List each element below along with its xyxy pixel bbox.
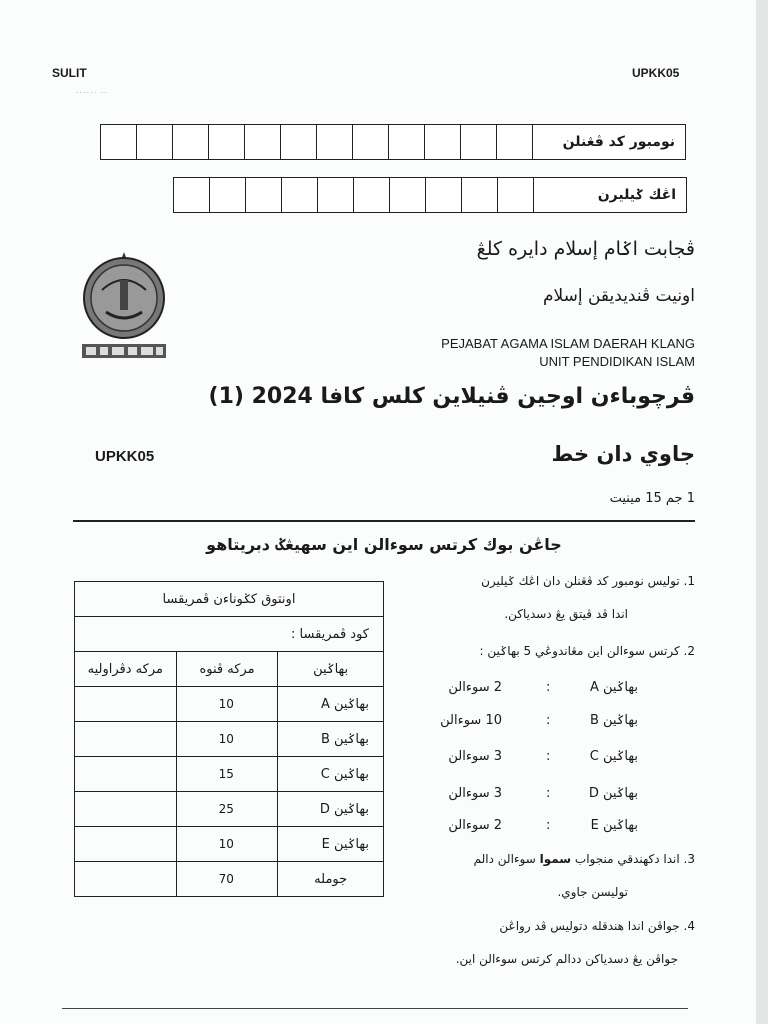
section-a-name: بهاݢين A (589, 680, 638, 695)
bottom-rule (62, 1008, 688, 1009)
table-row: 25 بهاݢين D (75, 792, 384, 827)
section-c-count: 3 سوءالن (448, 749, 502, 764)
earned-cell[interactable] (75, 792, 177, 827)
header-sulit: SULIT (52, 66, 87, 80)
instruction-3-line-2: توليسن جاوي. (557, 885, 628, 899)
warning-text: جاڠن بوك كرتس سوءالن اين سهيڠݢ دبريتاهو (206, 535, 562, 554)
col-earned-header: مركه دڤراوليه (75, 652, 177, 687)
earned-cell[interactable] (75, 862, 177, 897)
turn-number-label: اڠك ݢيليرن (597, 187, 676, 203)
institution-latin-1: PEJABAT AGAMA ISLAM DAERAH KLANG (441, 336, 695, 351)
earned-cell[interactable] (75, 757, 177, 792)
exam-duration: 1 جم 15 مينيت (609, 491, 695, 506)
page-edge (756, 0, 768, 1024)
section-b-count: 10 سوءالن (440, 713, 502, 728)
earned-cell[interactable] (75, 827, 177, 862)
section-e-name: بهاݢين E (590, 818, 638, 833)
table-row: 10 بهاݢين A (75, 687, 384, 722)
exam-subject: جاوي دان خط (551, 442, 695, 466)
earned-cell[interactable] (75, 722, 177, 757)
section-d-count: 3 سوءالن (448, 786, 502, 801)
institution-jawi-1: ڤجابت اݢام إسلام دايره كلڠ (476, 238, 695, 260)
table-row: 15 بهاݢين C (75, 757, 384, 792)
instruction-1-line-2: اندا ڤد ڤيتق يڠ دسدياكن. (504, 607, 628, 621)
exam-title: ڤرچوباءن اوجين ڤنيلاين كلس كافا 2024 (1) (208, 384, 695, 409)
divider (73, 520, 695, 522)
col-full-header: مركه ڤنوه (176, 652, 278, 687)
score-table (74, 581, 384, 897)
score-table-title: اونتوق كݢوناءن ڤمريقسا (75, 582, 384, 617)
instruction-4-line-2: جواڤن يڠ دسدياكن ددالم كرتس سوءالن اين. (455, 952, 678, 966)
candidate-number-boxes[interactable] (100, 124, 686, 160)
instruction-2: 2. كرتس سوءالن اين مڠاندوڠي 5 بهاݢين : (479, 644, 695, 658)
turn-number-boxes[interactable] (173, 177, 687, 213)
header-code: UPKK05 (632, 66, 680, 80)
section-e-count: 2 سوءالن (448, 818, 502, 833)
instruction-1-line-1: 1. توليس نومبور كد ڤڠنلن دان اڠك ݢيليرن (481, 574, 695, 588)
candidate-number-label: نومبور كد ڤڠنلن (562, 134, 675, 150)
instruction-3-line-1: 3. اندا دكهندقي منجواب سموا سوءالن دالم (473, 852, 695, 866)
exam-code: UPKK05 (95, 448, 155, 465)
col-section-header: بهاݢين (278, 652, 384, 687)
instruction-4-line-1: 4. جواڤن اندا هندقله دتوليس ڤد رواڠن (499, 919, 695, 933)
table-row-total: 70 جومله (75, 862, 384, 897)
examiner-code-label: كود ڤمريقسا : (75, 617, 384, 652)
section-b-name: بهاݢين B (589, 713, 638, 728)
table-row: 10 بهاݢين E (75, 827, 384, 862)
header-dots: ...... .. (76, 86, 108, 95)
crest-icon (74, 250, 174, 366)
earned-cell[interactable] (75, 687, 177, 722)
institution-jawi-2: اونيت ڤنديديقن إسلام (542, 286, 695, 306)
section-a-count: 2 سوءالن (448, 680, 502, 695)
section-d-name: بهاݢين D (588, 786, 638, 801)
table-row: 10 بهاݢين B (75, 722, 384, 757)
institution-latin-2: UNIT PENDIDIKAN ISLAM (539, 354, 695, 369)
section-c-name: بهاݢين C (589, 749, 638, 764)
